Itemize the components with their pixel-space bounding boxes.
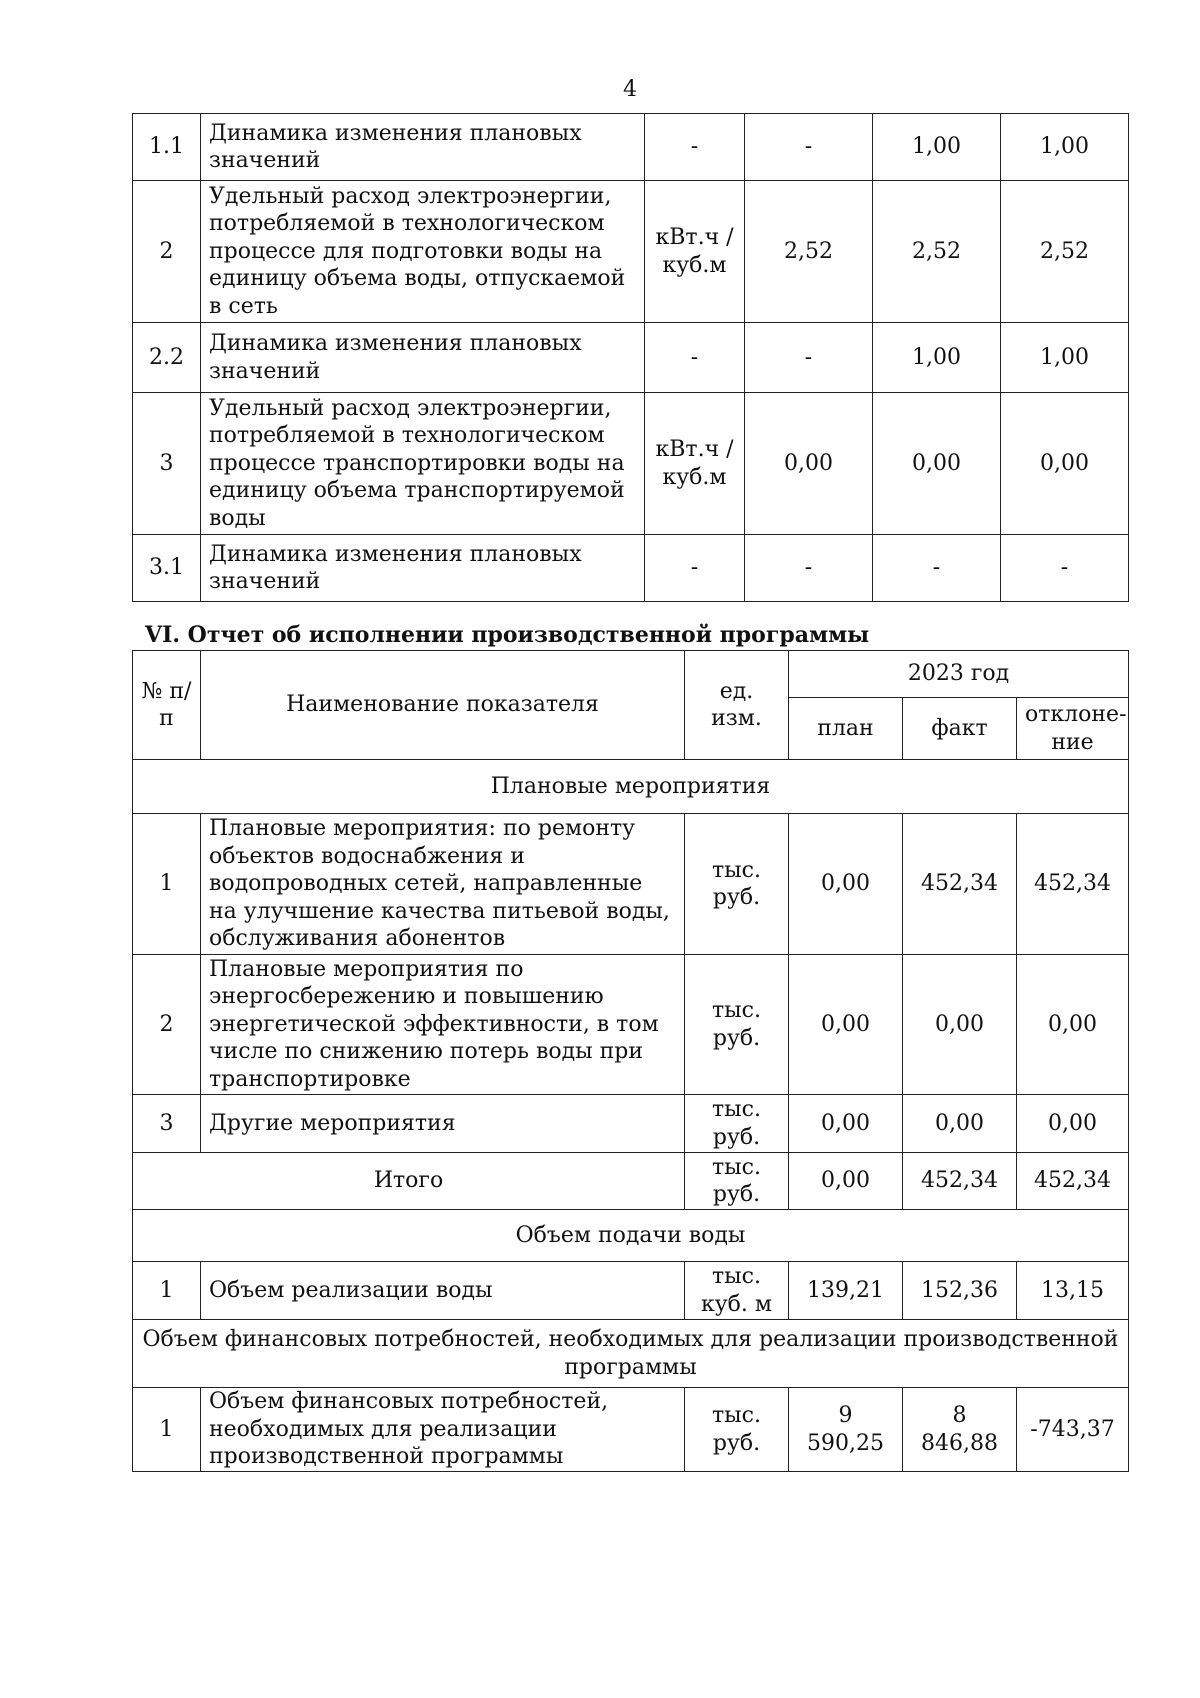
section-row — [133, 1210, 1129, 1262]
deviation-value: 13,15 — [1017, 1262, 1129, 1320]
deviation-value: 0,00 — [1017, 955, 1129, 1095]
indicator-name: Динамика изменения плановых значений — [201, 114, 645, 181]
header-name: Наименование показателя — [201, 651, 685, 760]
table-row — [133, 814, 1129, 955]
deviation-value: -743,37 — [1017, 1388, 1129, 1472]
page-number: 4 — [623, 77, 637, 102]
plan-value: 9 590,25 — [789, 1388, 903, 1472]
deviation-value: 452,34 — [1017, 814, 1129, 955]
table-row — [133, 114, 1129, 181]
indicator-name: Динамика изменения плановых значений — [201, 535, 645, 602]
header-year: 2023 год — [789, 651, 1129, 698]
fact-value: 8 846,88 — [903, 1388, 1017, 1472]
plan-value: 0,00 — [789, 955, 903, 1095]
indicator-name: Удельный расход электроэнергии, потребляемой в технологическом процессе транспортировки воды на единицу объема транспортируемой воды — [201, 393, 645, 535]
plan-value: 139,21 — [789, 1262, 903, 1320]
fact-value: 452,34 — [903, 814, 1017, 955]
header-num: № п/п — [133, 651, 201, 760]
plan-value: 0,00 — [789, 814, 903, 955]
section-row — [133, 760, 1129, 814]
fact-value: 0,00 — [903, 955, 1017, 1095]
fact-value: 152,36 — [903, 1262, 1017, 1320]
unit: кВт.ч / куб.м — [645, 181, 745, 323]
unit: тыс. куб. м — [685, 1262, 789, 1320]
fact-value: 0,00 — [903, 1095, 1017, 1153]
value: 0,00 — [745, 393, 873, 535]
section-title: VI. Отчет об исполнении производственной программы — [145, 622, 870, 648]
deviation-value: 0,00 — [1017, 1095, 1129, 1153]
row-number: 3 — [133, 393, 201, 535]
value: - — [745, 323, 873, 393]
unit: тыс. руб. — [685, 955, 789, 1095]
indicator-name: Удельный расход электроэнергии, потребляемой в технологическом процессе для подготовки воды на единицу объема воды, отпускаемой в сеть — [201, 181, 645, 323]
value: - — [1001, 535, 1129, 602]
unit: тыс. руб. — [685, 1388, 789, 1472]
indicator-name: Динамика изменения плановых значений — [201, 323, 645, 393]
value: 1,00 — [873, 323, 1001, 393]
indicator-name: Объем реализации воды — [201, 1262, 685, 1320]
row-number: 1.1 — [133, 114, 201, 181]
row-number: 3 — [133, 1095, 201, 1153]
value: 0,00 — [1001, 393, 1129, 535]
row-number: 2 — [133, 181, 201, 323]
row-number: 3.1 — [133, 535, 201, 602]
section-supply: Объем подачи воды — [133, 1210, 1129, 1262]
plan-value: 0,00 — [789, 1153, 903, 1210]
table-row — [133, 323, 1129, 393]
section-row — [133, 1320, 1129, 1388]
header-unit: ед. изм. — [685, 651, 789, 760]
unit: тыс. руб. — [685, 1095, 789, 1153]
value: 2,52 — [745, 181, 873, 323]
value: 0,00 — [873, 393, 1001, 535]
row-number: 1 — [133, 1262, 201, 1320]
table-row — [133, 1262, 1129, 1320]
indicator-name: Плановые мероприятия: по ремонту объектов водоснабжения и водопроводных сетей, направленные на улучшение качества питьевой воды, обслуживания абонентов — [201, 814, 685, 955]
header-fact: факт — [903, 698, 1017, 760]
row-number: 1 — [133, 1388, 201, 1472]
value: 2,52 — [873, 181, 1001, 323]
unit: - — [645, 114, 745, 181]
program-report-table — [132, 650, 1129, 1472]
header-deviation: отклоне-ние — [1017, 698, 1129, 760]
plan-value: 0,00 — [789, 1095, 903, 1153]
indicators-table — [132, 113, 1129, 602]
header-plan: план — [789, 698, 903, 760]
table-row — [133, 955, 1129, 1095]
table-row — [133, 1095, 1129, 1153]
unit: - — [645, 323, 745, 393]
deviation-value: 452,34 — [1017, 1153, 1129, 1210]
unit: тыс. руб. — [685, 814, 789, 955]
value: 1,00 — [1001, 114, 1129, 181]
total-label: Итого — [133, 1153, 685, 1210]
unit: тыс. руб. — [685, 1153, 789, 1210]
table-row — [133, 1388, 1129, 1472]
value: - — [873, 535, 1001, 602]
indicator-name: Объем финансовых потребностей, необходимых для реализации производственной программы — [201, 1388, 685, 1472]
row-number: 2.2 — [133, 323, 201, 393]
value: 1,00 — [1001, 323, 1129, 393]
unit: - — [645, 535, 745, 602]
value: 2,52 — [1001, 181, 1129, 323]
indicator-name: Плановые мероприятия по энергосбережению и повышению энергетической эффективности, в том числе по снижению потерь воды при транспортировке — [201, 955, 685, 1095]
table-row — [133, 393, 1129, 535]
total-row — [133, 1153, 1129, 1210]
row-number: 1 — [133, 814, 201, 955]
indicator-name: Другие мероприятия — [201, 1095, 685, 1153]
header-row — [133, 651, 1129, 698]
value: 1,00 — [873, 114, 1001, 181]
section-finance: Объем финансовых потребностей, необходимых для реализации производственной программы — [133, 1320, 1129, 1388]
table-row — [133, 535, 1129, 602]
value: - — [745, 114, 873, 181]
row-number: 2 — [133, 955, 201, 1095]
table-row — [133, 181, 1129, 323]
section-planned: Плановые мероприятия — [133, 760, 1129, 814]
value: - — [745, 535, 873, 602]
unit: кВт.ч / куб.м — [645, 393, 745, 535]
fact-value: 452,34 — [903, 1153, 1017, 1210]
